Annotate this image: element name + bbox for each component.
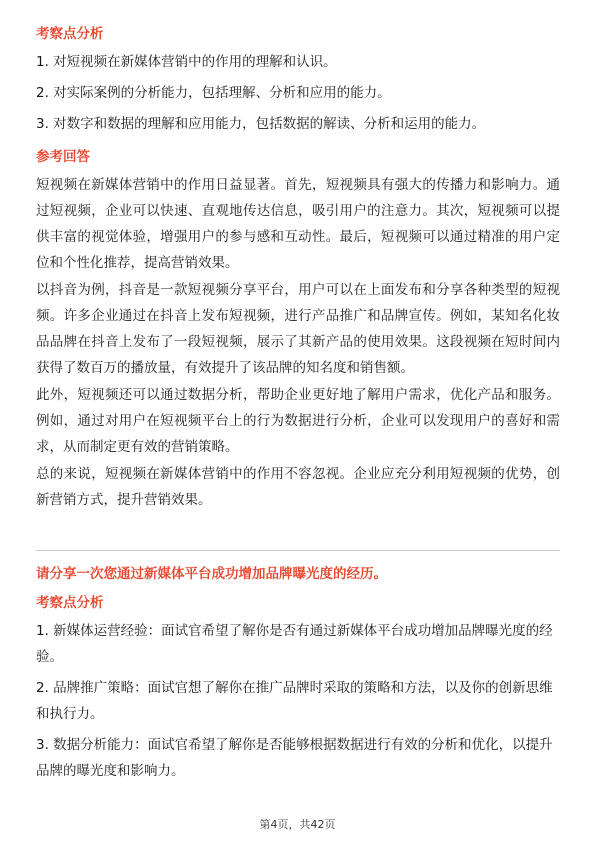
analysis-section-2	[36, 594, 560, 789]
answer-paragraph: 此外，短视频还可以通过数据分析，帮助企业更好地了解用户需求，优化产品和服务。例如，通过对用户在短视频平台上的行为数据进行分析，企业可以发现用户的喜好和需求，从而制定更有效的营销策略。	[36, 387, 560, 455]
analysis-heading: 考察点分析	[36, 26, 104, 42]
answer-paragraph: 总的来说，短视频在新媒体营销中的作用不容忽视。企业应充分利用短视频的优势，创新营销方式，提升营销效果。	[36, 466, 560, 508]
analysis-heading: 考察点分析	[36, 595, 104, 611]
interview-question: 请分享一次您通过新媒体平台成功增加品牌曝光度的经历。	[36, 566, 387, 582]
answer-heading: 参考回答	[36, 149, 90, 165]
answer-paragraph: 以抖音为例，抖音是一款短视频分享平台，用户可以在上面发布和分享各种类型的短视频。许多企业通过在抖音上发布短视频，进行产品推广和品牌宣传。例如，某知名化妆品品牌在抖音上发布了一段短视频，展示了其新产品的使用效果。这段视频在短时间内获得了数百万的播放量，有效提升了该品牌的知名度和销售额。	[36, 282, 560, 376]
analysis-item: 2. 品牌推广策略：面试官想了解你在推广品牌时采取的策略和方法，以及你的创新思维和执行力。	[36, 680, 553, 722]
section-divider	[36, 550, 560, 551]
question-section	[36, 565, 560, 583]
analysis-item: 2. 对实际案例的分析能力，包括理解、分析和应用的能力。	[36, 85, 391, 101]
page-number: 第4页，共42页	[259, 818, 336, 831]
analysis-item: 3. 数据分析能力：面试官希望了解你是否能够根据数据进行有效的分析和优化，以提升品牌的曝光度和影响力。	[36, 737, 553, 779]
analysis-section-1	[36, 25, 560, 142]
analysis-item: 1. 对短视频在新媒体营销中的作用的理解和认识。	[36, 54, 337, 70]
analysis-item: 3. 对数字和数据的理解和应用能力，包括数据的解读、分析和运用的能力。	[36, 116, 486, 132]
answer-section	[36, 148, 560, 514]
analysis-item: 1. 新媒体运营经验：面试官希望了解你是否有通过新媒体平台成功增加品牌曝光度的经验。	[36, 623, 553, 665]
answer-paragraph: 短视频在新媒体营销中的作用日益显著。首先，短视频具有强大的传播力和影响力。通过短视频，企业可以快速、直观地传达信息，吸引用户的注意力。其次，短视频可以提供丰富的视觉体验，增强用户的参与感和互动性。最后，短视频可以通过精准的用户定位和个性化推荐，提高营销效果。	[36, 177, 560, 271]
